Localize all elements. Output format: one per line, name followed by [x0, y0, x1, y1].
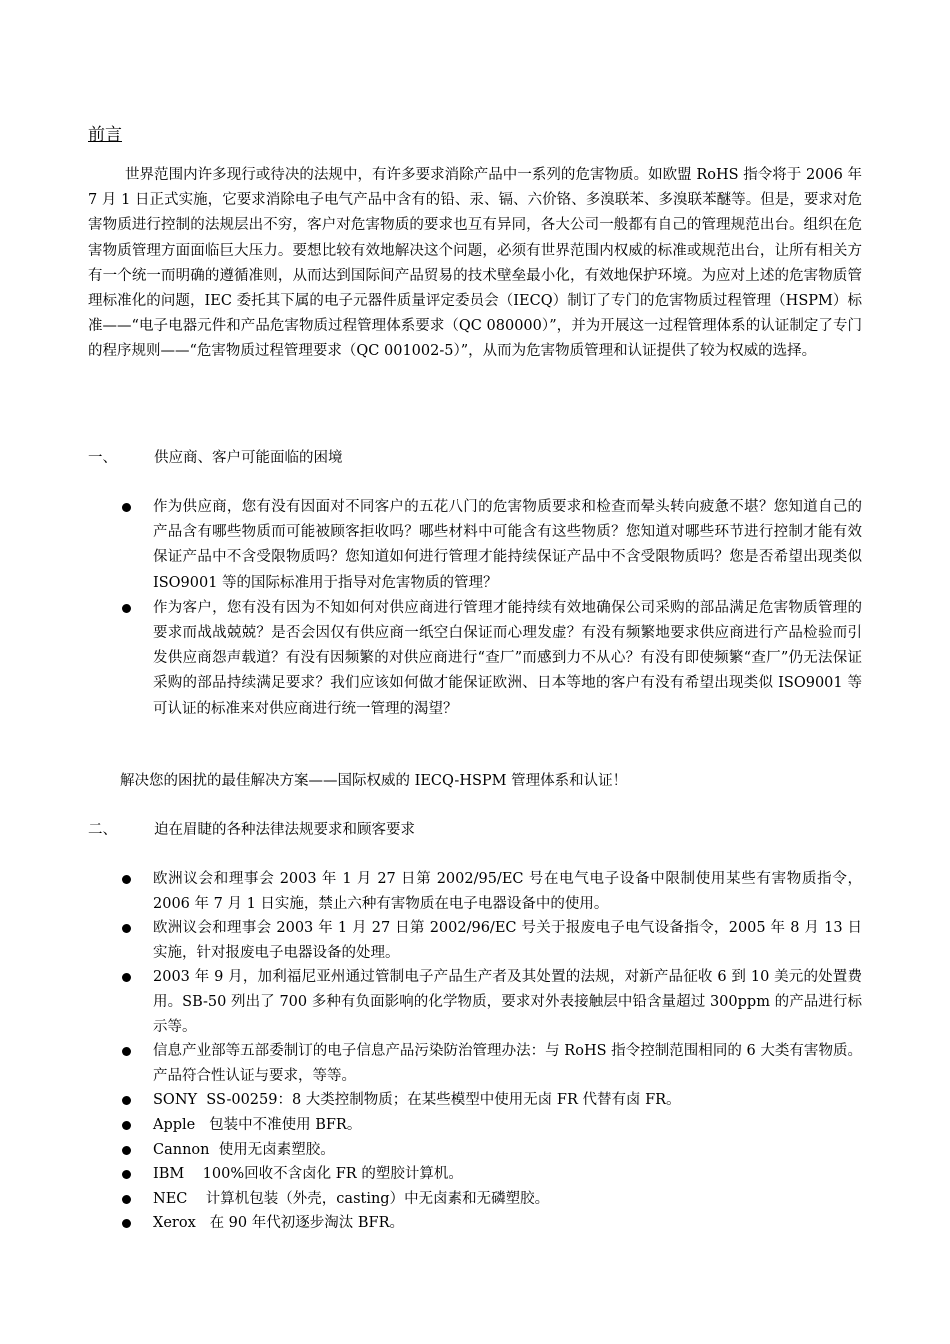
section-1-title: 供应商、客户可能面临的困境: [154, 450, 343, 466]
list-item-text: IBM 100%回收不含卤化 FR 的塑胶计算机。: [153, 1166, 463, 1183]
bullet-icon: [122, 1146, 131, 1155]
bullet-icon: [122, 1121, 131, 1130]
list-item-text: 信息产业部等五部委制订的电子信息产品污染防治管理办法：与 RoHS 指令控制范围相同的 6 大类有害物质。产品符合性认证与要求，等等。: [153, 1043, 862, 1084]
list-item: [120, 596, 862, 722]
solution-statement: 解决您的困扰的最佳解决方案——国际权威的 IECQ-HSPM 管理体系和认证！: [120, 773, 628, 789]
bullet-icon: [122, 604, 131, 613]
bullet-icon: [122, 973, 131, 982]
list-item-text: 作为供应商，您有没有因面对不同客户的五花八门的危害物质要求和检查而晕头转向疲惫不堪？您知道自己的产品含有哪些物质而可能被顾客拒收吗？哪些材料中可能含有这些物质？您知道对哪些环节进行控制才能有效保证产品中不含受限物质吗？您知道如何进行管理才能持续保证产品中不含受限物质吗？您是否希望出现类似 ISO9001 等的国际标准用于指导对危害物质的管理？: [153, 499, 862, 591]
bullet-icon: [122, 1047, 131, 1056]
bullet-icon: [122, 503, 131, 512]
bullet-icon: [122, 1195, 131, 1204]
list-item: [120, 1113, 862, 1138]
section-1-heading: [88, 446, 343, 470]
list-item: [120, 1138, 862, 1163]
section-2-title: 迫在眉睫的各种法律法规要求和顾客要求: [154, 822, 415, 838]
section-1-number: 一、: [88, 450, 117, 466]
list-item-text: 欧洲议会和理事会 2003 年 1 月 27 日第 2002/95/EC 号在电气电子设备中限制使用某些有害物质指令，2006 年 7 月 1 日实施，禁止六种有害物质在电子电器设备中的使用。: [153, 871, 862, 912]
bullet-icon: [122, 924, 131, 933]
list-item-text: NEC 计算机包装（外壳，casting）中无卤素和无磷塑胶。: [153, 1190, 550, 1207]
list-item-text: SONY SS-00259：8 大类控制物质；在某些模型中使用无卤 FR 代替有卤 FR。: [153, 1092, 681, 1109]
section-1-bullet-list: [120, 495, 862, 722]
list-item: [120, 495, 862, 596]
list-item: [120, 916, 862, 965]
section-2-bullet-list: [120, 867, 862, 1236]
section-2-number: 二、: [88, 822, 117, 838]
bullet-icon: [122, 875, 131, 884]
list-item: [120, 1211, 862, 1236]
list-item: [120, 965, 862, 1039]
list-item-text: Apple 包装中不准使用 BFR。: [153, 1116, 362, 1133]
list-item-text: Xerox 在 90 年代初逐步淘汰 BFR。: [153, 1215, 404, 1232]
list-item-text: 欧洲议会和理事会 2003 年 1 月 27 日第 2002/96/EC 号关于报废电子电气设备指令，2005 年 8 月 13 日实施，针对报废电子电器设备的处理。: [153, 920, 862, 961]
list-item: [120, 1039, 862, 1088]
section-2-heading: [88, 818, 415, 842]
list-item: [120, 867, 862, 916]
bullet-icon: [122, 1170, 131, 1179]
list-item-text: Cannon 使用无卤素塑胶。: [153, 1141, 335, 1158]
list-item: [120, 1088, 862, 1113]
intro-paragraph: 世界范围内许多现行或待决的法规中，有许多要求消除产品中一系列的危害物质。如欧盟 RoHS 指令将于 2006 年 7 月 1 日正式实施，它要求消除电子电气产品中含有的铅、汞、镉、六价铬、多溴联苯、多溴联苯醚等。但是，要求对危害物质进行控制的法规层出不穷，客户对危害物质的要求也互有异同，各大公司一般都有自己的管理规范出台。组织在危害物质管理方面面临巨大压力。要想比较有效地解决这个问题，必须有世界范围内权威的标准或规范出台，让所有相关方有一个统一而明确的遵循准则，从而达到国际间产品贸易的技术壁垒最小化，有效地保护环境。为应对上述的危害物质管理标准化的问题，IEC 委托其下属的电子元器件质量评定委员会（IECQ）制订了专门的危害物质过程管理（HSPM）标准——“电子电器元件和产品危害物质过程管理体系要求（QC 080000）”，并为开展这一过程管理体系的认证制定了专门的程序规则——“危害物质过程管理要求（QC 001002-5）”，从而为危害物质管理和认证提供了较为权威的选择。: [88, 167, 862, 360]
list-item: [120, 1187, 862, 1212]
page-title: 前言: [88, 125, 122, 145]
list-item-text: 2003 年 9 月，加利福尼亚州通过管制电子产品生产者及其处置的法规，对新产品征收 6 到 10 美元的处置费用。SB-50 列出了 700 多种有负面影响的化学物质，要求对外表接触层中铅含量超过 300ppm 的产品进行标示等。: [153, 969, 862, 1035]
bullet-icon: [122, 1096, 131, 1105]
bullet-icon: [122, 1219, 131, 1228]
list-item-text: 作为客户，您有没有因为不知如何对供应商进行管理才能持续有效地确保公司采购的部品满足危害物质管理的要求而战战兢兢？是否会因仅有供应商一纸空白保证而心理发虚？有没有频繁地要求供应商进行产品检验而引发供应商怨声载道？有没有因频繁的对供应商进行“查厂”而感到力不从心？有没有即使频繁“查厂”仍无法保证采购的部品持续满足要求？我们应该如何做才能保证欧洲、日本等地的客户有没有希望出现类似 ISO9001 等可认证的标准来对供应商进行统一管理的渴望？: [153, 599, 862, 717]
list-item: [120, 1162, 862, 1187]
